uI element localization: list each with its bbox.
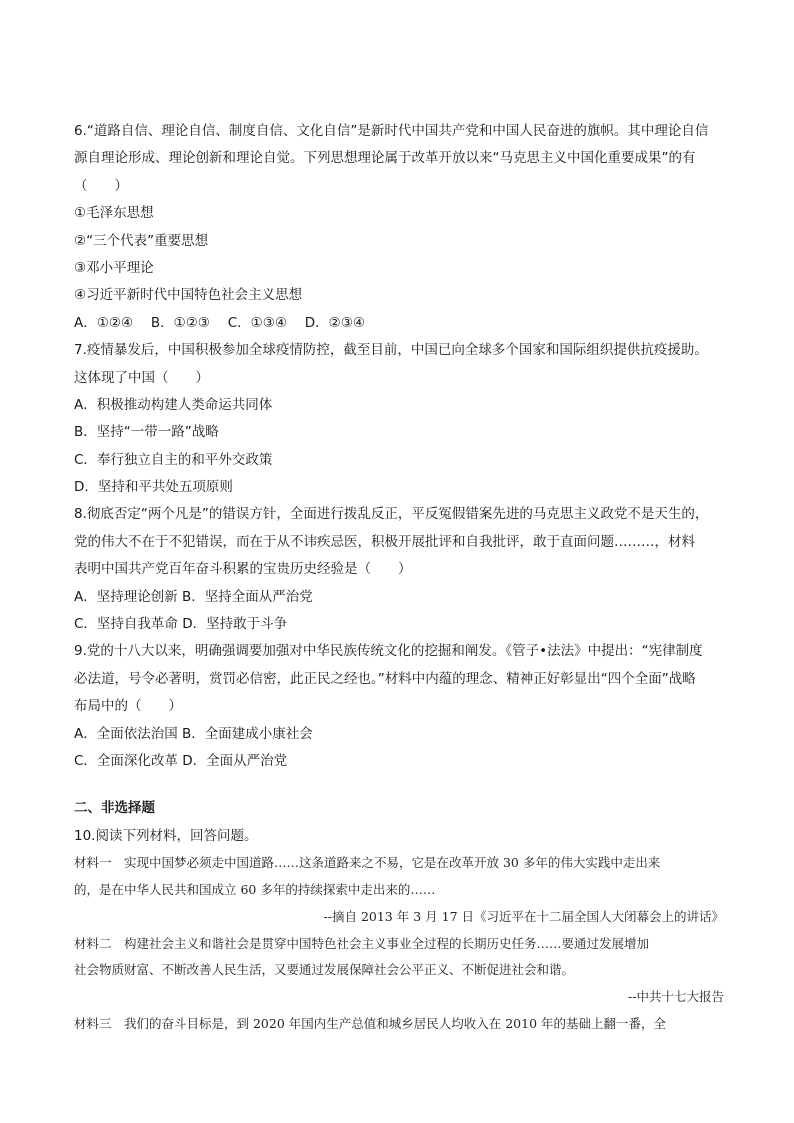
material-1-line-2: 的，是在中华人民共和国成立 60 多年的持续探索中走出来的…… [74,881,436,897]
material-3-line-1: 材料三 我们的奋斗目标是，到 2020 年国内生产总值和城乡居民人均收入在 2010 年的基础上翻一番，全 [74,1015,667,1031]
question-9-options-cd: C．全面深化改革 D．全面从严治党 [74,752,288,769]
question-10-stem: 10.阅读下列材料，回答问题。 [74,827,258,844]
question-9-stem-line-2: 必法道，号令必著明，赏罚必信密，此正民之经也。”材料中内蕴的理念、精神正好彰显出“四个全面”战略 [74,670,696,687]
question-6-options: A．①②④ B．①②③ C．①③④ D．②③④ [74,314,365,331]
question-7-stem-line-2: 这体现了中国（ ） [74,369,209,386]
section-spacer [74,775,724,795]
question-6-item: ②“三个代表”重要思想 [74,232,209,249]
question-8-options-cd: C．坚持自我革命 D．坚持敢于斗争 [74,616,288,633]
material-1-line-1: 材料一 实现中国梦必须走中国道路……这条道路来之不易，它是在改革开放 30 多年的伟大实践中走出来 [74,855,661,871]
question-8-stem-line-2: 党的伟大不在于不犯错误，而在于从不讳疾忌医，积极开展批评和自我批评，敢于直面问题………，材料 [74,533,695,550]
question-9 [74,638,724,775]
question-8-stem-line-1: 8.彻底否定“两个凡是”的错误方针，全面进行拨乱反正，平反冤假错案先进的马克思主义政党不是天生的， [74,506,709,523]
question-7-stem-line-1: 7.疫情暴发后，中国积极参加全球疫情防控，截至目前，中国已向全球多个国家和国际组织提供抗疫援助。 [74,342,708,359]
question-8 [74,501,724,638]
question-9-options-ab: A．全面依法治国 B．全面建成小康社会 [74,725,313,742]
question-8-stem-line-3: 表明中国共产党百年奋斗积累的宝贵历史经验是（ ） [74,561,412,578]
question-6-stem-line-2: 源自理论形成、理论创新和理论自觉。下列思想理论属于改革开放以来“马克思主义中国化重要成果”的有 [74,150,696,167]
question-6-item: ④习近平新时代中国特色社会主义思想 [74,287,303,304]
question-6-blank: （ ） [74,177,128,194]
question-7-option-c: C．奉行独立自主的和平外交政策 [74,451,273,468]
material-2-source: --中共十七大报告 [628,989,724,1005]
question-6-stem-line-1: 6.“道路自信、理论自信、制度自信、文化自信”是新时代中国共产党和中国人民奋进的旗帜。其中理论自信 [74,123,709,139]
material-1-source: --摘自 2013 年 3 月 17 日《习近平在十二届全国人大闭幕会上的讲话》 [323,908,724,924]
material-2-line-1: 材料二 构建社会主义和谐社会是贯穿中国特色社会主义事业全过程的长期历史任务……要通过发展增加 [74,935,650,951]
section-heading: 二、非选择题 [74,800,155,817]
question-6 [74,118,724,337]
question-9-stem-line-3: 布局中的（ ） [74,698,182,715]
exam-page [74,118,724,1038]
question-7 [74,337,724,501]
question-8-options-ab: A．坚持理论创新 B．坚持全面从严治党 [74,588,313,605]
question-7-option-b: B．坚持“一带一路”战略 [74,424,219,441]
question-7-option-d: D．坚持和平共处五项原则 [74,479,233,496]
question-6-item: ③邓小平理论 [74,259,154,276]
question-9-stem-line-1: 9.党的十八大以来，明确强调要加强对中华民族传统文化的挖掘和阐发。《管子•法法》中提出：“宪律制度 [74,643,703,660]
question-6-item: ①毛泽东思想 [74,205,154,222]
question-10 [74,823,724,1038]
material-2-line-2: 社会物质财富、不断改善人民生活，又要通过发展保障社会公平正义、不断促进社会和谐。 [74,962,575,978]
question-7-option-a: A．积极推动构建人类命运共同体 [74,396,273,413]
